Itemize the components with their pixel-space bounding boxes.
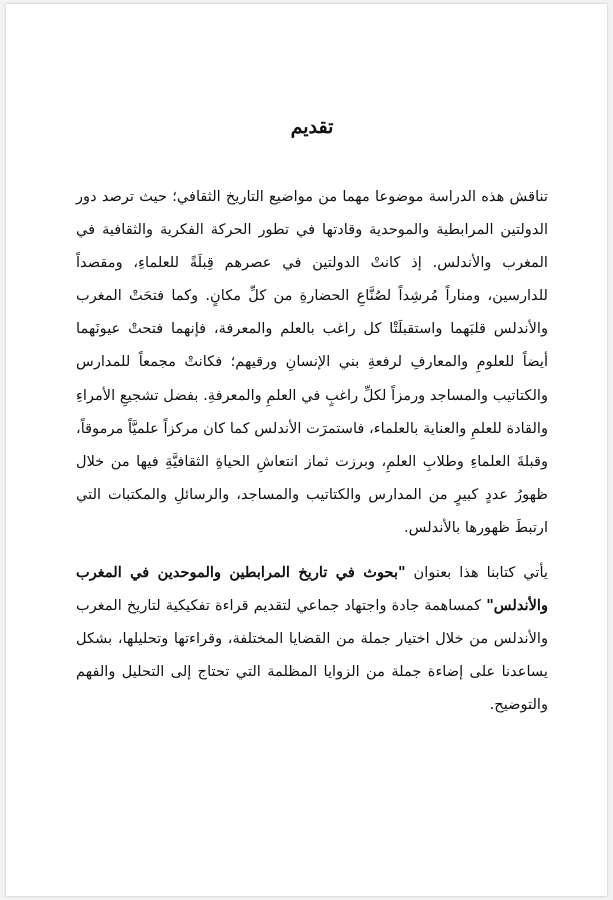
paragraph-2-rest: كمساهمة جادة واجتهاد جماعي لتقديم قراءة تفكيكية لتاريخ المغرب والأندلس من خلال اختيار جملة من القضايا المختلفة، وقراءتها وتحليلها، بشكل يساعدنا على إضاءة جملة من الزوايا المظلمة التي تحتاج إلى التحليل والفهم والتوضيح. (76, 597, 548, 714)
page-content (76, 116, 548, 722)
paragraph-2 (76, 556, 548, 721)
page-title: تقديم (290, 116, 334, 138)
document-page (6, 4, 607, 896)
book-title: "بحوث في تاريخ المرابطين والموحدين في المغرب والأندلس" (76, 564, 548, 615)
paragraph-1: تناقش هذه الدراسة موضوعا مهما من مواضيع التاريخ الثقافي؛ حيث ترصد دور الدولتين المرابطية والموحدية وقادتها في تطور الحركة الفكرية والثقافية في المغرب والأندلس. إذ كانتْ الدولتين في عصرهم قِبلَةً للعلماءِ، ومقصداً للدارسين، ومناراً مُرشِداً لصُنَّاعِ الحضارةِ من كلِّ مكانٍ. وكما فتحَتْ المغرب والأندلس قلبَهما واستقبلَتْا كل راغب بالعلم والمعرفة، فإنهما فتحتْ عيونَهما أيضاً للعلومِ والمعارفِ لرفعةِ بني الإنسانِ ورقيهم؛ فكانتْ مجمعاً للمدارس والكتاتيب والمساجد ورمزاً لكلِّ راغبٍ في العلمِ والمعرفةِ. بفضل تشجيعِ الأمراءِ والقادة للعلمِ والعناية بالعلماء، فاستمرَت الأندلس كما كان مركزاً علميَّاً مرموقاً، وقبلةَ العلماءِ وطلابِ العلمِ، وبرزت ثماز انتعاشِ الحياةِ الثقافيَّةِ فيها من خلال ظهورُ عددٍ كبيرٍ من المدارس والكتاتيب والمساجد، والرسائلِ والمكتبات التي ارتبطَ ظهورها بالأندلس. (76, 188, 548, 536)
paragraph-2-intro: يأتي كتابنا هذا بعنوان (405, 564, 548, 582)
